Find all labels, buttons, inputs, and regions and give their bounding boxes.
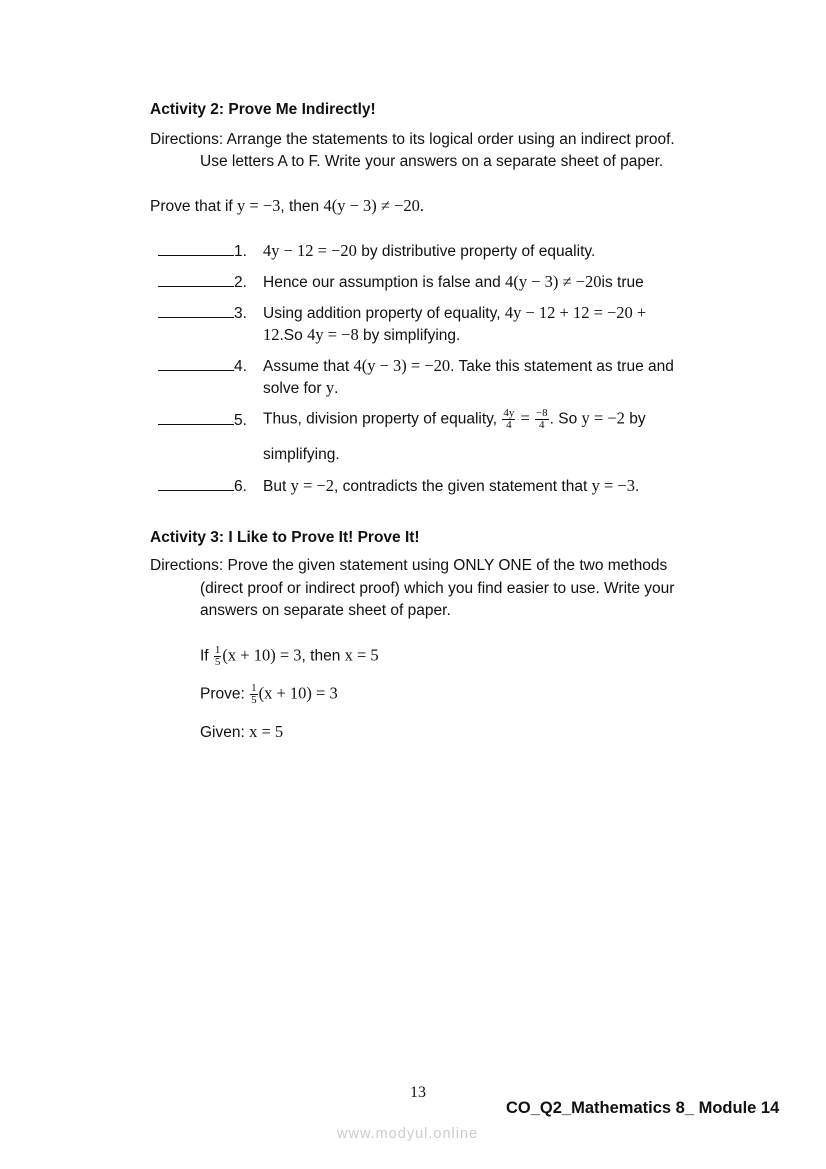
activity2-prove-statement: [150, 196, 424, 216]
fraction-denominator: 5: [214, 656, 221, 668]
fraction-denominator: 5: [251, 694, 257, 706]
statement-5-post-pre: . So: [549, 410, 582, 428]
statement-2-pre: Hence our assumption is false and: [263, 274, 506, 291]
answer-blank-3[interactable]: [158, 303, 234, 318]
fraction-denominator: 4: [539, 419, 545, 431]
prove-prefix: Prove that if: [150, 198, 238, 215]
activity2-directions-line2: Use letters A to F. Write your answers on a separate sheet of paper.: [200, 153, 664, 170]
statement-5-post-math: y = −2: [581, 408, 625, 428]
statement-4-pre: Assume that: [263, 358, 354, 375]
fraction-numerator: −8: [535, 407, 548, 419]
statement-6-post2: .: [634, 478, 640, 495]
fraction-denominator: 4: [506, 419, 512, 431]
prove-math-1: y = −3: [237, 196, 281, 215]
activity3-prove: [200, 683, 338, 706]
answer-item-4: [158, 356, 256, 376]
prove-mid: , then: [280, 198, 324, 215]
statement-1-text: by distributive property of equality.: [356, 243, 596, 260]
equals-sign: =: [516, 408, 534, 428]
fraction-one-fifth: [214, 645, 222, 668]
item-number: 1.: [234, 243, 247, 260]
if-math: (x + 10) = 3: [222, 645, 302, 665]
answer-item-3: [158, 303, 256, 323]
fraction-numerator: 1: [251, 682, 257, 694]
answer-item-2: [158, 272, 256, 292]
activity2-title: Activity 2: Prove Me Indirectly!: [150, 101, 376, 118]
activity3-given: [200, 722, 283, 742]
given-label: Given:: [200, 724, 250, 741]
prove-math: (x + 10) = 3: [258, 683, 338, 703]
activity2-directions-line1: Directions: Arrange the statements to its logical order using an indirect proof.: [150, 131, 675, 148]
answer-blank-2[interactable]: [158, 272, 234, 287]
fraction-numerator: 1: [214, 644, 221, 656]
answer-item-6: [158, 476, 256, 496]
statement-6: [263, 476, 639, 496]
answer-item-1: [158, 241, 256, 261]
answer-item-5: [158, 410, 256, 430]
watermark: www.modyul.online: [337, 1126, 479, 1142]
statement-3-line2-math: 12: [263, 325, 280, 344]
statement-5-line2: simplifying.: [263, 446, 340, 463]
if-prefix: If: [200, 647, 213, 665]
statement-3-line1: [263, 303, 646, 323]
statement-3-line2: [263, 325, 460, 345]
fraction-4y-over-4: [502, 408, 515, 431]
statement-4-line1: [263, 356, 674, 376]
answer-blank-5[interactable]: [158, 410, 234, 425]
statement-4-line2: [263, 378, 338, 398]
if-math2: x = 5: [344, 645, 379, 665]
statement-6-math2: y = −3: [591, 476, 635, 495]
prove-label: Prove:: [200, 685, 250, 703]
fraction-numerator: 4y: [503, 407, 515, 419]
fraction-neg8-over-4: [535, 408, 549, 431]
activity3-if-statement: [200, 645, 379, 668]
answer-blank-1[interactable]: [158, 241, 234, 256]
page-number: 13: [410, 1084, 426, 1101]
activity3-directions-line2: (direct proof or indirect proof) which you find easier to use. Write your: [200, 580, 675, 597]
item-number: 3.: [234, 305, 247, 322]
answer-blank-4[interactable]: [158, 356, 234, 371]
statement-2-math: 4(y − 3) ≠ −20: [505, 272, 602, 291]
statement-4-post: . Take this statement as true and: [450, 358, 674, 375]
statement-3-line2-post: by simplifying.: [358, 327, 461, 344]
statement-5-post-post: by: [624, 410, 646, 428]
fraction-one-fifth: [250, 683, 258, 706]
answer-blank-6[interactable]: [158, 476, 234, 491]
activity3-directions-line1: Directions: Prove the given statement using ONLY ONE of the two methods: [150, 557, 668, 574]
statement-1-math: 4y − 12 = −20: [263, 241, 357, 260]
if-mid: , then: [301, 647, 345, 665]
item-number: 4.: [234, 358, 247, 375]
item-number: 6.: [234, 478, 247, 495]
statement-5-pre: Thus, division property of equality,: [263, 410, 502, 428]
activity3-directions-line3: answers on separate sheet of paper.: [200, 602, 451, 619]
statement-3-pre: Using addition property of equality,: [263, 305, 505, 322]
statement-4-line2-pre: solve for: [263, 380, 326, 397]
statement-4-line2-post: .: [334, 380, 339, 397]
statement-6-post: , contradicts the given statement that: [333, 478, 592, 495]
item-number: 2.: [234, 274, 247, 291]
statement-2: [263, 272, 644, 292]
statement-6-math: y = −2: [290, 476, 334, 495]
statement-6-pre: But: [263, 478, 291, 495]
statement-4-math: 4(y − 3) = −20: [353, 356, 451, 375]
item-number: 5.: [234, 412, 247, 429]
module-code: CO_Q2_Mathematics 8_ Module 14: [506, 1099, 780, 1117]
statement-5-line1: [263, 408, 646, 431]
statement-3-line2-math2: 4y = −8: [307, 325, 359, 344]
statement-3-math: 4y − 12 + 12 = −20 +: [504, 303, 647, 322]
statement-2-post: is true: [601, 274, 644, 291]
given-math: x = 5: [249, 722, 284, 741]
statement-3-line2-mid: .So: [279, 327, 308, 344]
statement-4-line2-math: y: [325, 378, 335, 397]
prove-math-2: 4(y − 3) ≠ −20.: [323, 196, 425, 215]
statement-1: [263, 241, 595, 261]
activity3-title: Activity 3: I Like to Prove It! Prove It!: [150, 529, 420, 546]
